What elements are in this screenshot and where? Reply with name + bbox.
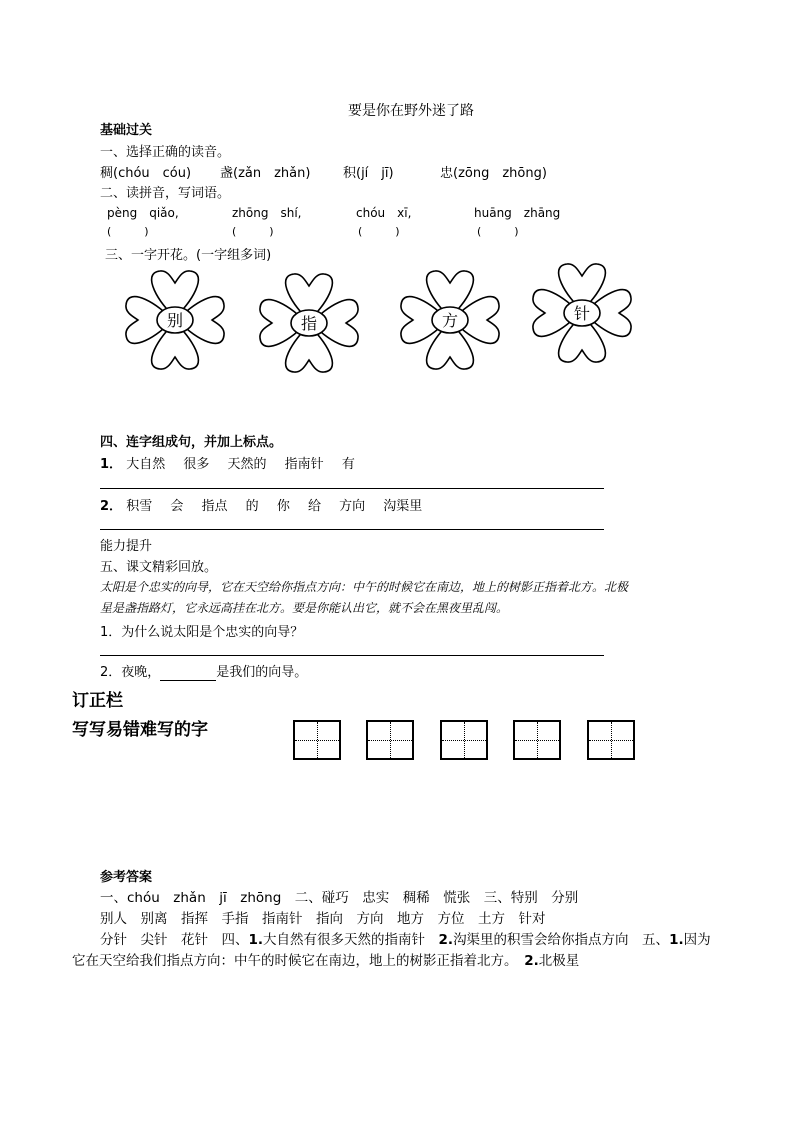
answer-blank[interactable]: ( )	[477, 225, 519, 238]
word: 积雪	[126, 499, 153, 514]
passage-line: 星是盏指路灯，它永远高挂在北方。要是你能认出它，就不会在黑夜里乱闯。	[100, 601, 509, 615]
flower-char: 方	[441, 311, 459, 330]
write-label: 写写易错难写的字	[72, 720, 208, 740]
answer-blank[interactable]: ( )	[358, 225, 400, 238]
writing-grid-box[interactable]	[587, 720, 635, 760]
word: 有	[341, 457, 355, 472]
q1-item: 积(jí jī)	[343, 166, 394, 181]
item-number: 1．	[100, 457, 123, 472]
q5-question-1: 1．为什么说太阳是个忠实的向导？	[100, 625, 304, 640]
writing-grid-box[interactable]	[513, 720, 561, 760]
q1-item: 盏(zǎn zhǎn)	[220, 166, 311, 181]
pinyin: huāng zhāng	[474, 206, 561, 220]
answers-heading: 参考答案	[100, 870, 153, 885]
answer-text: 沟渠里的积雪会给你指点方向 五、	[453, 932, 670, 948]
pinyin: chóu xī,	[356, 206, 412, 220]
answer-text: 它在天空给我们指点方向：中午的时候它在南边，地上的树影正指着北方。	[72, 953, 525, 969]
answer-text: 因为	[683, 932, 711, 948]
q1-item: 稠(chóu cóu)	[100, 166, 192, 181]
q4-sentence-1	[100, 453, 369, 472]
word: 沟渠里	[383, 499, 423, 514]
answer-number: 1.	[669, 932, 684, 948]
flower-char: 别	[166, 311, 184, 330]
flower-zhen	[527, 258, 637, 368]
word: 你	[276, 499, 290, 514]
basic-heading: 基础过关	[100, 123, 153, 138]
q3-heading: 三、一字开花。(一字组多词)	[105, 248, 272, 263]
flower-char: 指	[300, 314, 318, 333]
answer-line-3	[100, 928, 711, 948]
answer-line[interactable]	[100, 488, 604, 489]
q1-heading: 一、选择正确的读音。	[100, 145, 231, 160]
word: 指点	[201, 499, 228, 514]
q2-heading: 二、读拼音，写词语。	[100, 186, 231, 201]
q4-sentence-2	[100, 495, 436, 514]
answer-text: 北极星	[538, 953, 580, 969]
answer-line-4	[72, 949, 579, 969]
answer-line-2: 别人 别离 指挥 手指 指南针 指向 方向 地方 方位 土方 针对	[100, 911, 546, 927]
correction-heading: 订正栏	[72, 691, 123, 711]
word: 的	[245, 499, 259, 514]
answer-line-1: 一、chóu zhǎn jī zhōng 二、碰巧 忠实 稠稀 慌张 三、特别 分别	[100, 890, 579, 906]
flower-zhi	[254, 268, 364, 378]
word: 会	[170, 499, 184, 514]
answer-blank[interactable]: ( )	[107, 225, 149, 238]
page-title: 要是你在野外迷了路	[348, 103, 474, 119]
writing-grid-box[interactable]	[293, 720, 341, 760]
writing-grid-box[interactable]	[440, 720, 488, 760]
flower-char: 针	[573, 304, 591, 323]
word: 方向	[339, 499, 366, 514]
fill-blank[interactable]	[160, 665, 216, 681]
answer-line[interactable]	[100, 529, 604, 530]
answer-text: 大自然有很多天然的指南针	[263, 932, 439, 948]
q5-heading: 五、课文精彩回放。	[100, 560, 218, 575]
word: 很多	[183, 457, 210, 472]
writing-grid-box[interactable]	[366, 720, 414, 760]
answer-blank[interactable]: ( )	[232, 225, 274, 238]
answer-number: 2.	[524, 953, 539, 969]
q5-q2-prefix: 2．夜晚，	[100, 665, 161, 680]
flower-fang	[395, 265, 505, 375]
item-number: 2．	[100, 499, 123, 514]
word: 指南针	[284, 457, 324, 472]
answer-number: 1.	[248, 932, 264, 948]
ability-heading: 能力提升	[100, 539, 153, 554]
pinyin: zhōng shí,	[232, 206, 302, 220]
answer-line[interactable]	[100, 655, 604, 656]
word: 给	[307, 499, 321, 514]
q5-question-2	[100, 661, 307, 681]
answer-number: 2.	[438, 932, 454, 948]
pinyin: pèng qiǎo,	[107, 206, 179, 220]
q1-item: 忠(zōng zhōng)	[440, 166, 547, 181]
q5-q2-suffix: 是我们的向导。	[216, 665, 308, 680]
passage-line: 太阳是个忠实的向导，它在天空给你指点方向：中午的时候它在南边，地上的树影正指着北方。北极	[100, 580, 629, 594]
word: 大自然	[126, 457, 166, 472]
flower-bie	[120, 265, 230, 375]
word: 天然的	[227, 457, 267, 472]
q4-heading: 四、连字组成句，并加上标点。	[100, 435, 283, 450]
answer-text: 分针 尖针 花针 四、	[100, 932, 249, 948]
